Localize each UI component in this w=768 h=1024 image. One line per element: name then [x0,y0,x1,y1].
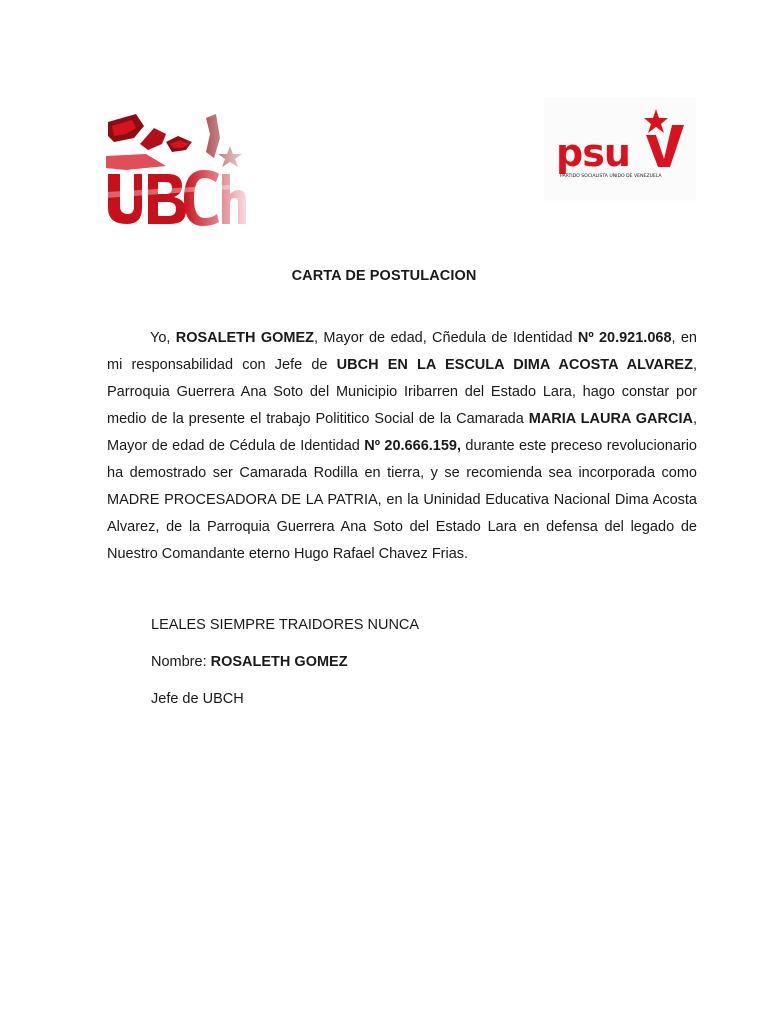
paragraph-bold-run: MARIA LAURA GARCIA [528,411,693,427]
paragraph-run: , Parroquia Guerrera Ana Soto del Municipio Iribarren del Estado Lara, hago constar por medio de la presente el trabajo Polititico Social de la Camarada [107,357,697,427]
paragraph-run: durante este preceso revolucionario ha demostrado ser Camarada Rodilla en tierra, y se recomienda sea incorporada como MADRE PROCESADORA DE LA PATRIA, en la Uninidad Educativa Nacional Dima Acosta Alvarez, de la Parroquia Guerrera Ana Soto del Estado Lara en defensa del legado de Nuestro Comandante eterno Hugo Rafael Chavez Frias. [107,438,697,562]
paragraph-run: , Mayor de edad, Cñedula de Identidad [314,330,578,346]
psuv-logo [544,97,696,201]
ubch-logo [106,108,246,226]
psuv-subtitle: PARTIDO SOCIALISTA UNIDO DE VENEZUELA [560,174,662,179]
signature-role: Jefe de UBCH [151,691,244,707]
paragraph-run: , en mi responsabilidad con Jefe de [107,330,697,373]
svg-text:psu: psu [556,131,630,175]
motto: LEALES SIEMPRE TRAIDORES NUNCA [151,617,420,633]
name-label: Nombre: [151,654,211,670]
paragraph-bold-run: UBCH EN LA ESCULA DIMA ACOSTA ALVAREZ [336,357,693,373]
paragraph-bold-run: ROSALETH GOMEZ [175,330,315,346]
paragraph-run: , Mayor de edad de Cédula de Identidad [107,411,697,454]
body-paragraph [107,325,697,568]
paragraph-bold-run: Nº 20.921.068 [577,330,672,346]
paragraph-bold-run: Nº 20.666.159, [364,438,462,454]
name-value: ROSALETH GOMEZ [210,654,348,670]
document-title: CARTA DE POSTULACION [291,268,477,284]
signature-name-line [151,653,348,671]
paragraph-run: Yo, [150,330,176,346]
